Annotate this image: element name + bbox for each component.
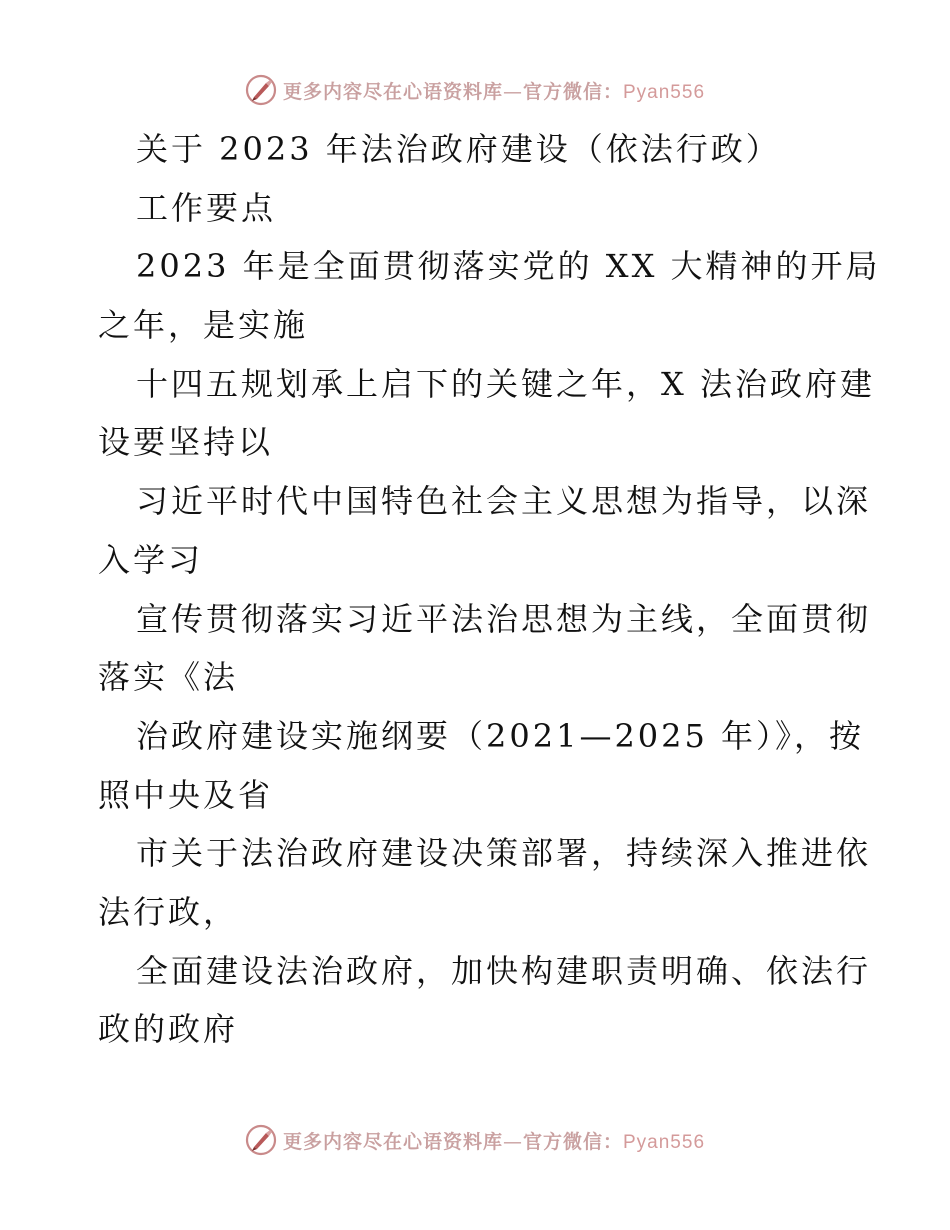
- watermark-suffix: 官方微信：: [522, 1130, 623, 1153]
- quill-pen-logo-icon: [245, 1124, 277, 1156]
- watermark-wechat-id: Pyan556: [623, 81, 706, 103]
- watermark-prefix: 更多内容尽在心语资料库: [282, 80, 503, 103]
- paragraph-line: 入学习: [98, 540, 204, 579]
- footer-watermark: [0, 1120, 950, 1160]
- paragraph-line: 十四五规划承上启下的关键之年，X 法治政府建: [136, 364, 875, 403]
- watermark-separator: —: [502, 1130, 523, 1153]
- paragraph-line: 法行政，: [98, 892, 239, 931]
- watermark-text: [283, 1127, 705, 1154]
- paragraph-line: 设要坚持以: [98, 423, 274, 462]
- paragraph-line: 政的政府: [98, 1010, 239, 1049]
- watermark-suffix: 官方微信：: [522, 80, 623, 103]
- paragraph-line: 治政府建设实施纲要（2021—2025 年）》，按: [136, 716, 865, 755]
- watermark-wechat-id: Pyan556: [623, 1131, 706, 1153]
- watermark-separator: —: [502, 80, 523, 103]
- paragraph-line: 2023 年是全面贯彻落实党的 XX 大精神的开局: [136, 247, 881, 286]
- paragraph-line: 市关于法治政府建设决策部署，持续深入推进依: [136, 834, 872, 873]
- paragraph-line: 全面建设法治政府，加快构建职责明确、依法行: [136, 951, 872, 990]
- header-watermark: [0, 70, 950, 110]
- paragraph-line: 落实《法: [98, 658, 239, 697]
- document-title-line-1: 关于 2023 年法治政府建设（依法行政）: [136, 130, 781, 168]
- paragraph-line: 之年，是实施: [98, 306, 309, 345]
- paragraph-line: 照中央及省: [98, 775, 274, 814]
- paragraph-line: 习近平时代中国特色社会主义思想为指导，以深: [136, 482, 872, 521]
- document-body: [98, 120, 881, 1059]
- watermark-prefix: 更多内容尽在心语资料库: [282, 1130, 503, 1153]
- quill-pen-logo-icon: [245, 74, 277, 106]
- document-title-line-2: 工作要点: [136, 188, 277, 227]
- paragraph-line: 宣传贯彻落实习近平法治思想为主线，全面贯彻: [136, 599, 872, 638]
- watermark-text: [283, 77, 705, 104]
